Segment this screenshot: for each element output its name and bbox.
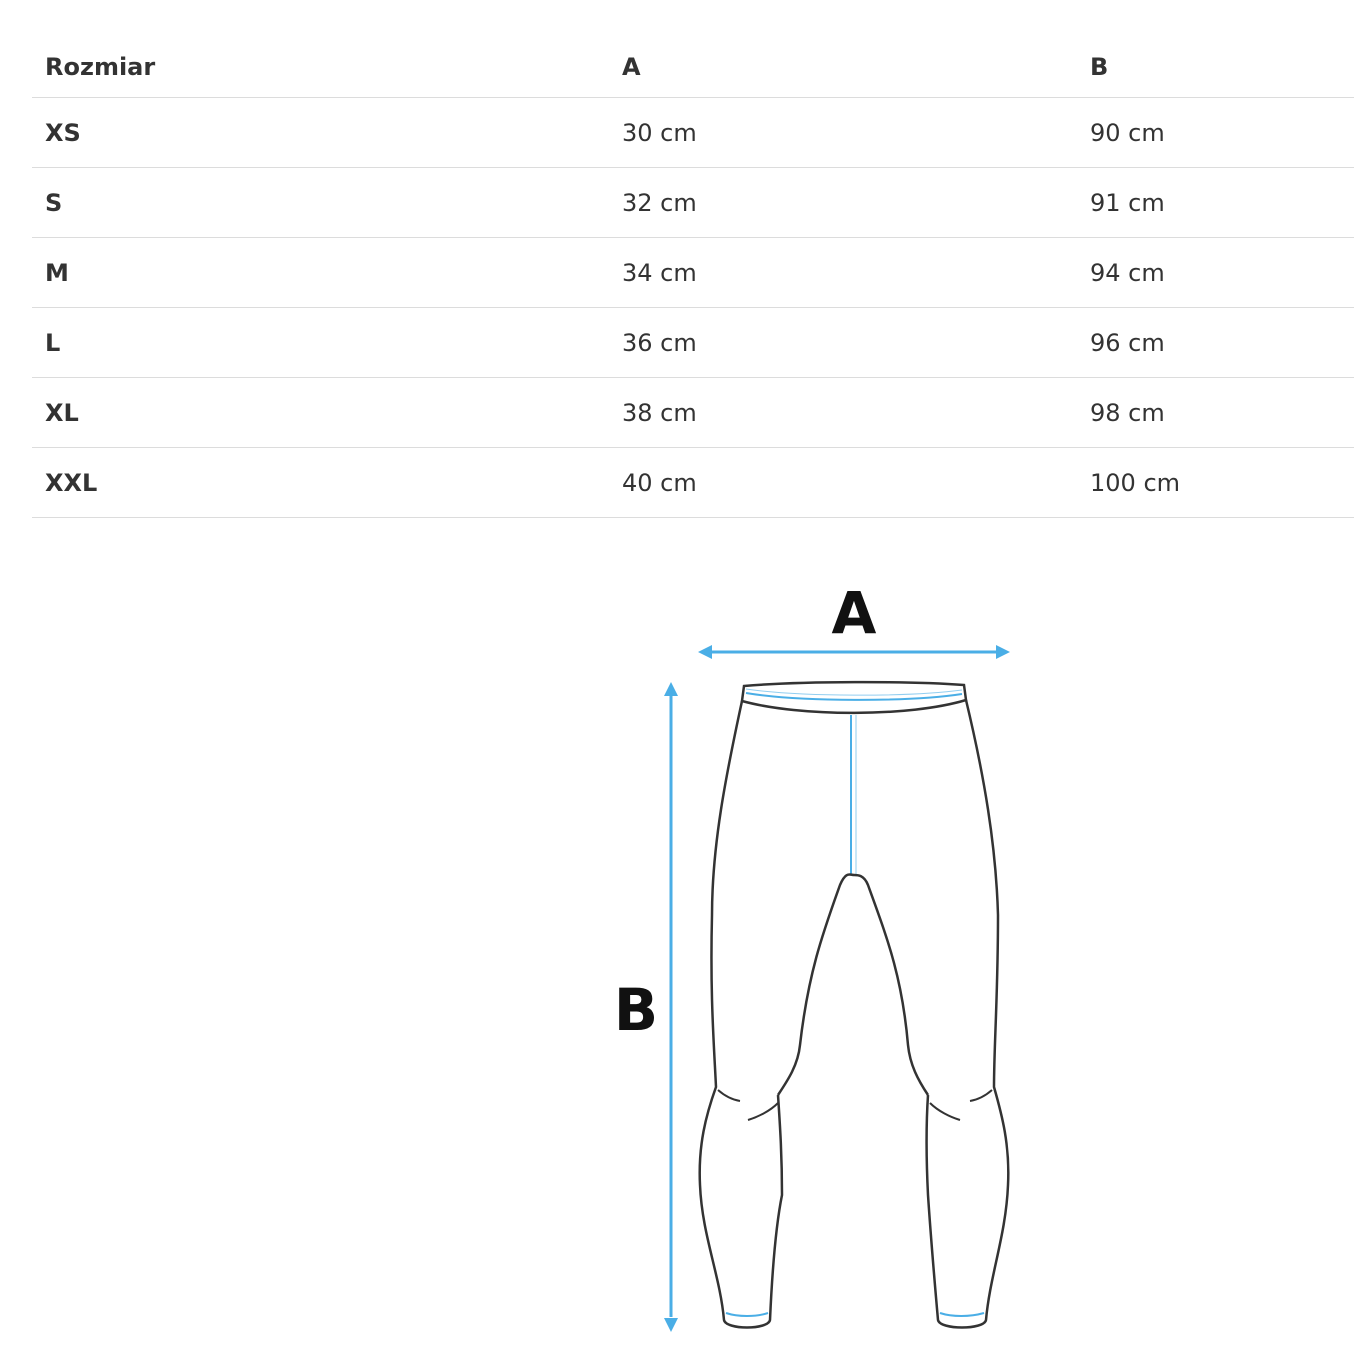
header-a: A <box>609 32 1077 98</box>
size-cell: S <box>32 168 609 238</box>
table-row <box>32 98 1354 168</box>
table-row <box>32 168 1354 238</box>
table-row <box>32 308 1354 378</box>
size-cell: M <box>32 238 609 308</box>
leggings-outline <box>700 682 1009 1327</box>
label-a: A <box>831 579 877 647</box>
header-size: Rozmiar <box>32 32 609 98</box>
b-cell: 96 cm <box>1077 308 1354 378</box>
size-chart-table <box>32 32 1354 518</box>
a-cell: 38 cm <box>609 378 1077 448</box>
size-cell: XL <box>32 378 609 448</box>
b-cell: 100 cm <box>1077 448 1354 518</box>
leggings-diagram-svg <box>600 575 1040 1345</box>
leggings-measurement-diagram <box>600 575 1040 1345</box>
table-row <box>32 378 1354 448</box>
b-cell: 90 cm <box>1077 98 1354 168</box>
table-row <box>32 238 1354 308</box>
a-cell: 32 cm <box>609 168 1077 238</box>
b-cell: 94 cm <box>1077 238 1354 308</box>
size-cell: L <box>32 308 609 378</box>
size-cell: XS <box>32 98 609 168</box>
b-cell: 98 cm <box>1077 378 1354 448</box>
table-header-row <box>32 32 1354 98</box>
a-cell: 40 cm <box>609 448 1077 518</box>
length-arrow <box>664 682 678 1332</box>
b-cell: 91 cm <box>1077 168 1354 238</box>
header-b: B <box>1077 32 1354 98</box>
size-cell: XXL <box>32 448 609 518</box>
width-arrow <box>698 645 1010 659</box>
a-cell: 36 cm <box>609 308 1077 378</box>
a-cell: 30 cm <box>609 98 1077 168</box>
label-b: B <box>613 976 659 1044</box>
table-row <box>32 448 1354 518</box>
a-cell: 34 cm <box>609 238 1077 308</box>
